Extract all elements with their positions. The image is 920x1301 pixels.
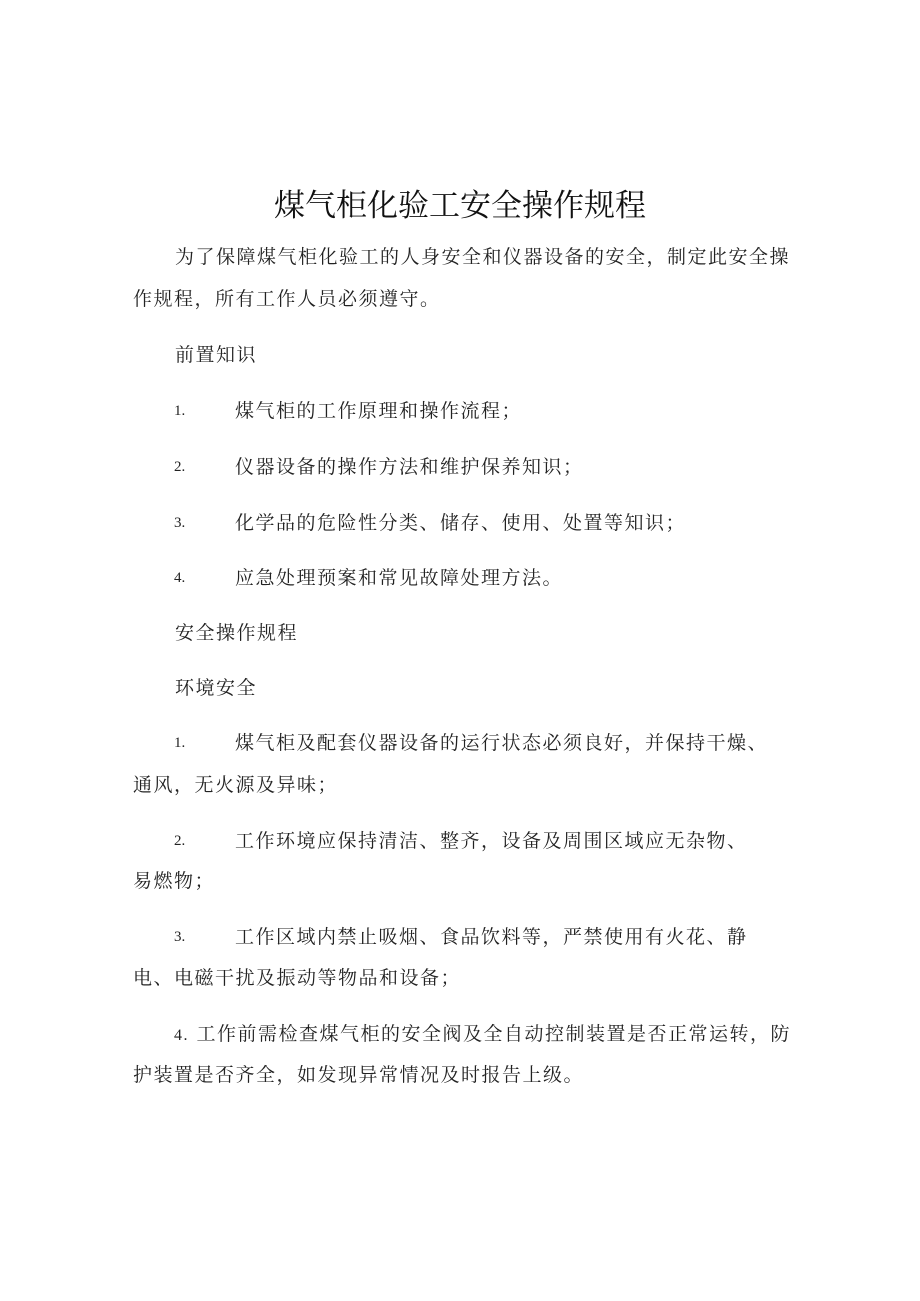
prereq-item-2-number: 2. <box>174 459 186 475</box>
rules-item-4-text: 工作前需检查煤气柜的安全阀及全自动控制装置是否正常运转，防 <box>196 1023 792 1045</box>
prereq-item-4-text: 应急处理预案和常见故障处理方法。 <box>235 567 564 589</box>
rules-item-3-line-1: 工作区域内禁止吸烟、食品饮料等，严禁使用有火花、静 <box>235 926 748 948</box>
rules-item-4-number: 4. <box>174 1027 189 1044</box>
rules-item-4-line-1 <box>174 1019 791 1051</box>
rules-subheading: 环境安全 <box>175 677 258 699</box>
rules-item-2-line-1: 工作环境应保持清洁、整齐，设备及周围区域应无杂物、 <box>235 830 748 852</box>
intro-line-1: 为了保障煤气柜化验工的人身安全和仪器设备的安全，制定此安全操 <box>175 246 791 268</box>
prereq-item-1-number: 1. <box>174 403 186 419</box>
rules-item-1-line-2: 通风，无火源及异味； <box>133 774 339 796</box>
prereq-item-3-text: 化学品的危险性分类、储存、使用、处置等知识； <box>235 512 687 534</box>
prereq-item-3-number: 3. <box>174 515 186 531</box>
prereq-item-4-number: 4. <box>174 570 186 586</box>
prereq-heading: 前置知识 <box>175 344 258 366</box>
intro-line-2: 作规程，所有工作人员必须遵守。 <box>133 288 441 310</box>
rules-item-3-line-2: 电、电磁干扰及振动等物品和设备； <box>133 967 462 989</box>
rules-item-1-number: 1. <box>174 735 186 751</box>
document-title: 煤气柜化验工安全操作规程 <box>274 188 646 224</box>
prereq-item-2-text: 仪器设备的操作方法和维护保养知识； <box>235 456 584 478</box>
rules-item-1-line-1: 煤气柜及配套仪器设备的运行状态必须良好，并保持干燥、 <box>235 732 769 754</box>
rules-heading: 安全操作规程 <box>175 622 299 644</box>
prereq-item-1-text: 煤气柜的工作原理和操作流程； <box>235 400 523 422</box>
rules-item-2-number: 2. <box>174 833 186 849</box>
rules-item-2-line-2: 易燃物； <box>133 870 216 892</box>
rules-item-4-line-2: 护装置是否齐全，如发现异常情况及时报告上级。 <box>133 1064 585 1086</box>
rules-item-3-number: 3. <box>174 929 186 945</box>
